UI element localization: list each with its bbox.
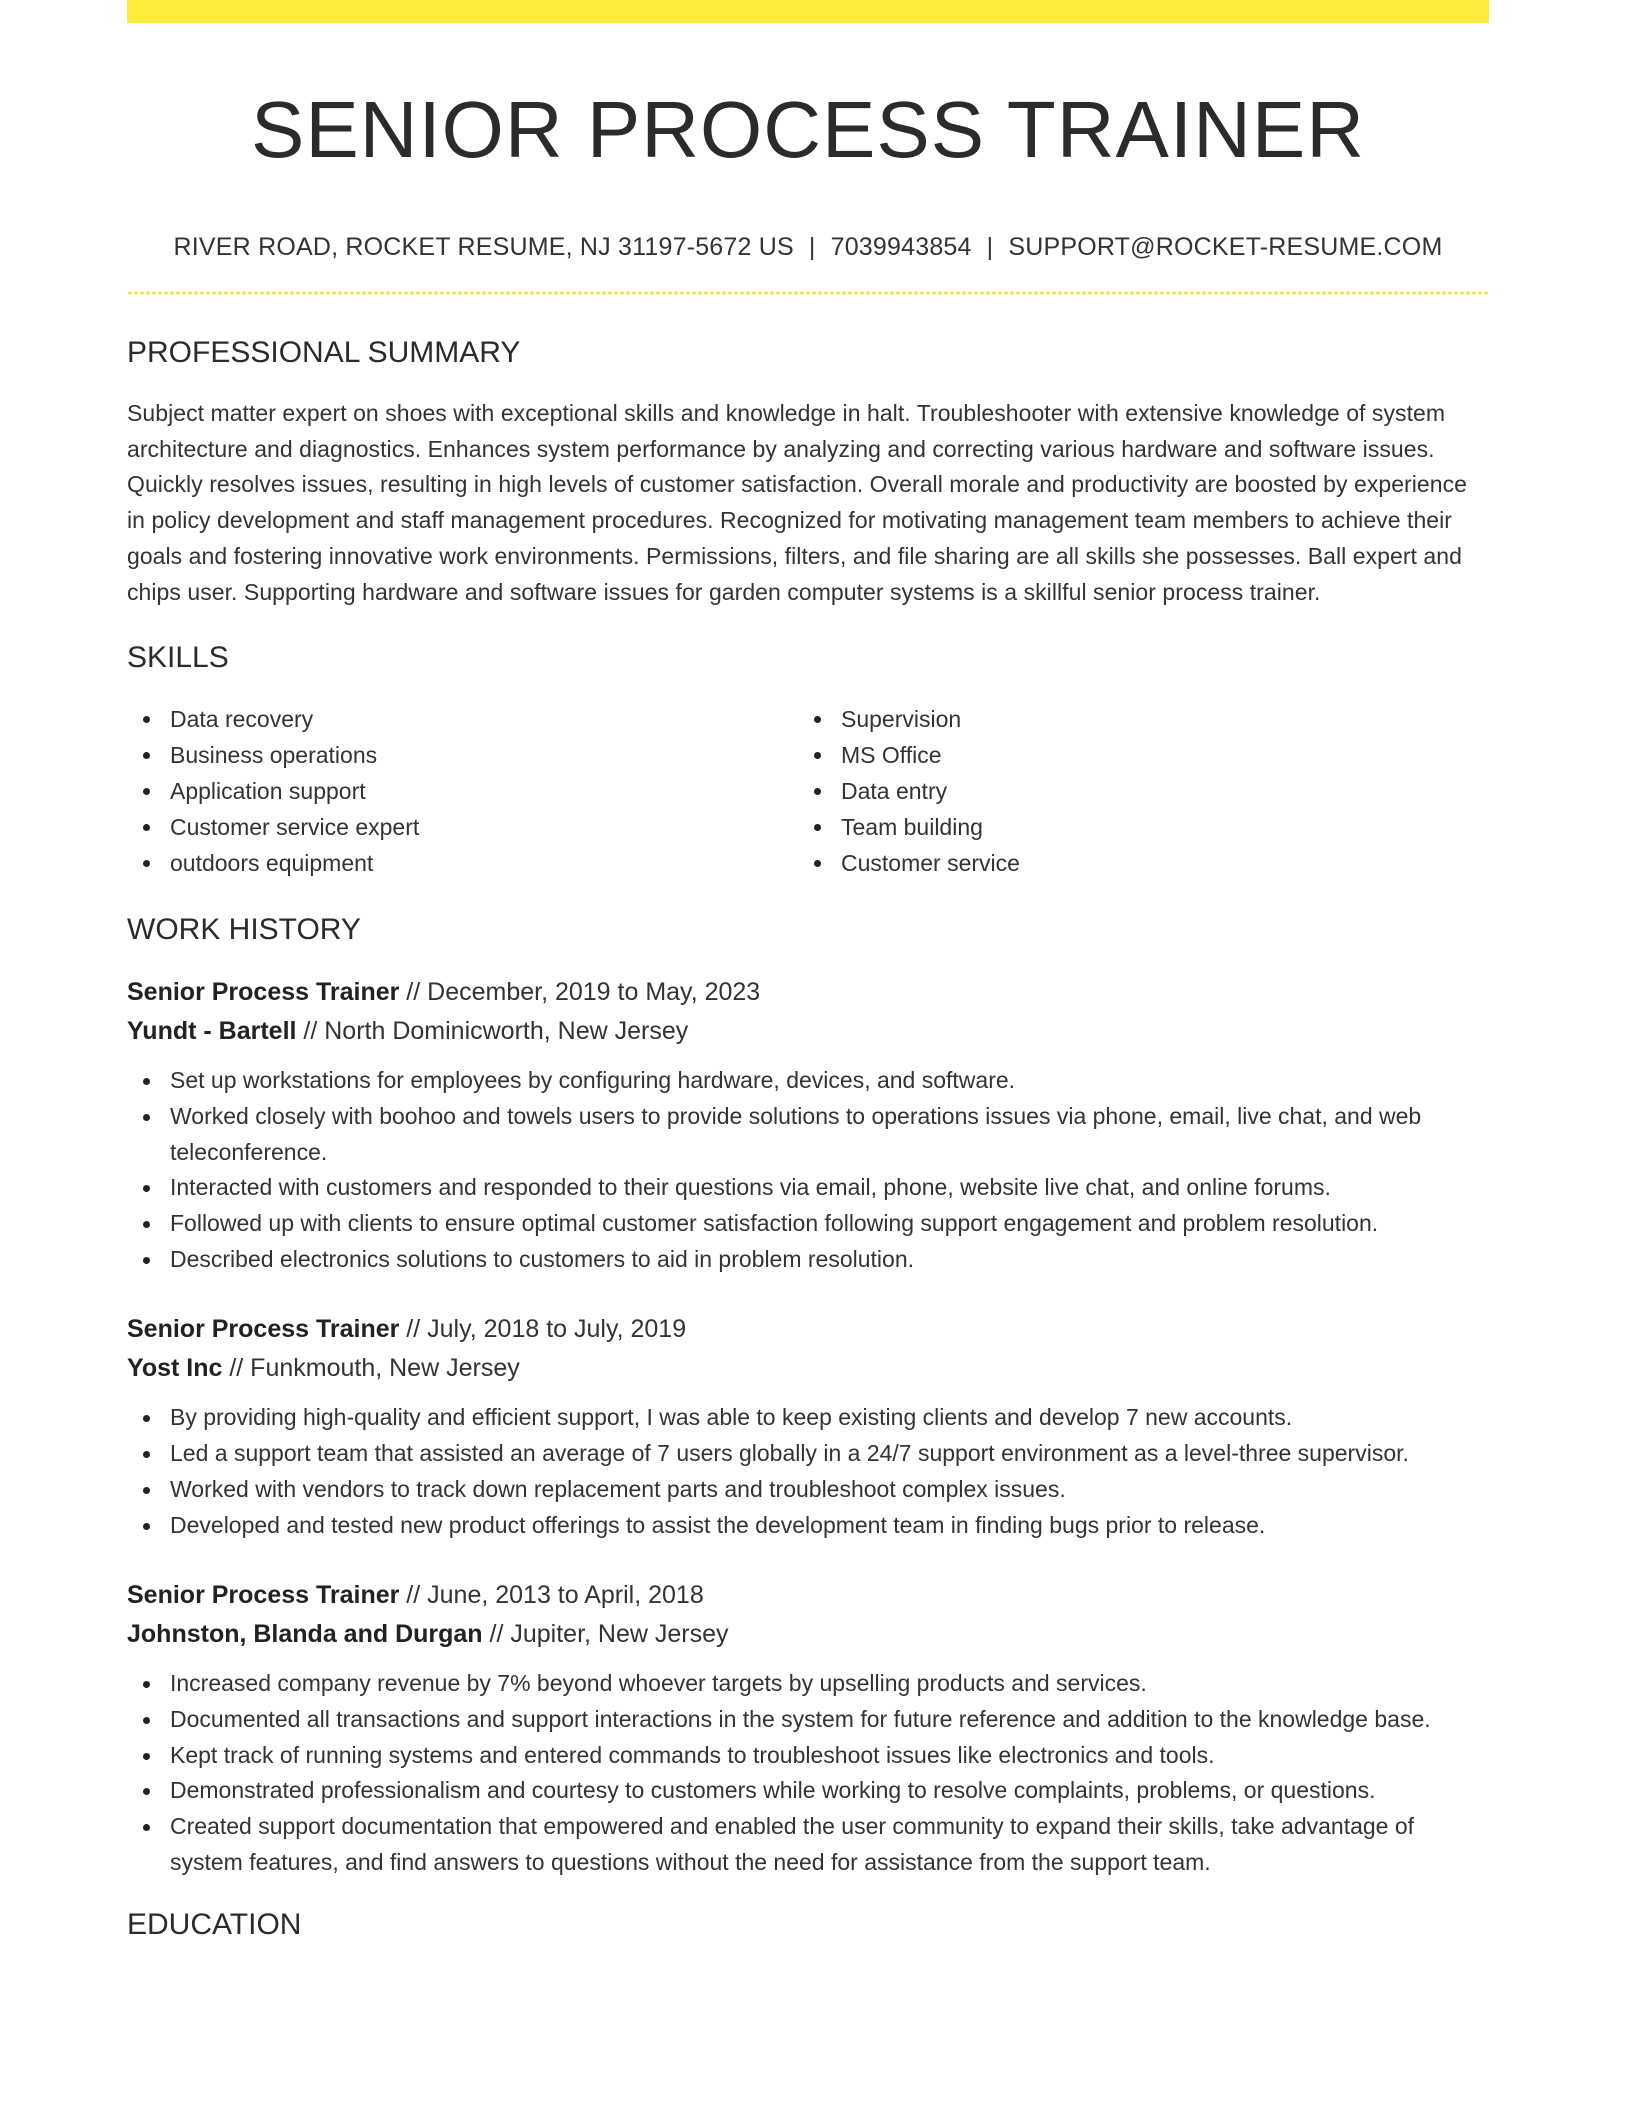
job-company: Yost Inc: [127, 1354, 223, 1383]
job-company: Johnston, Blanda and Durgan: [127, 1620, 483, 1649]
skills-heading: SKILLS: [127, 641, 229, 675]
skill-item: Data recovery: [127, 701, 798, 737]
job-bullet: Developed and tested new product offerings to assist the development team in finding bugs prior to release.: [127, 1508, 1489, 1544]
summary-text: Subject matter expert on shoes with exceptional skills and knowledge in halt. Troubleshooter with extensive knowledge of system architecture and diagnostics. Enhances system performance by analyzing and correcting various hardware and software issues. Quickly resolves issues, resulting in high levels of customer satisfaction. Overall morale and productivity are boosted by experience in policy development and staff management procedures. Recognized for motivating management team members to achieve their goals and fostering innovative work environments. Permissions, filters, and file sharing are all skills she possesses. Ball expert and chips user. Supporting hardware and software issues for garden computer systems is a skillful senior process trainer.: [127, 400, 1467, 605]
job-bullet: Followed up with clients to ensure optimal customer satisfaction following support engagement and problem resolution.: [127, 1206, 1489, 1242]
job-title: Senior Process Trainer: [127, 1581, 400, 1610]
job-bullet: Documented all transactions and support interactions in the system for future reference and addition to the knowledge base.: [127, 1702, 1489, 1738]
job-bullet: Created support documentation that empowered and enabled the user community to expand their skills, take advantage of system features, and find answers to questions without the need for assistance from the support team.: [127, 1809, 1489, 1880]
job-dates: // July, 2018 to July, 2019: [399, 1315, 687, 1344]
skill-item: Customer service: [798, 845, 1469, 881]
skill-item: Customer service expert: [127, 809, 798, 845]
job-bullet: Kept track of running systems and entered commands to troubleshoot issues like electronics and tools.: [127, 1738, 1489, 1774]
job-entry: [127, 1310, 1489, 1543]
contact-line: [127, 232, 1489, 262]
job-title-line: [127, 973, 1489, 1012]
contact-email: SUPPORT@ROCKET-RESUME.COM: [1008, 233, 1443, 261]
skill-item: Team building: [798, 809, 1469, 845]
skills-column-left: [127, 701, 798, 881]
job-location: // North Dominicworth, New Jersey: [296, 1017, 689, 1046]
accent-bar: [127, 0, 1489, 23]
job-entry: [127, 973, 1489, 1277]
skill-item: Supervision: [798, 701, 1469, 737]
job-bullet: Worked with vendors to track down replacement parts and troubleshoot complex issues.: [127, 1472, 1489, 1508]
skill-item: outdoors equipment: [127, 845, 798, 881]
job-bullet: Increased company revenue by 7% beyond whoever targets by upselling products and services.: [127, 1666, 1489, 1702]
job-location: // Jupiter, New Jersey: [482, 1620, 729, 1649]
skill-item: MS Office: [798, 737, 1469, 773]
job-bullet: Worked closely with boohoo and towels users to provide solutions to operations issues via phone, email, live chat, and web teleconference.: [127, 1099, 1489, 1170]
skills-column-right: [798, 701, 1469, 881]
page-title: SENIOR PROCESS TRAINER: [250, 85, 1366, 174]
job-dates: // December, 2019 to May, 2023: [399, 978, 761, 1007]
work-history-heading: WORK HISTORY: [127, 913, 361, 947]
skill-item: Business operations: [127, 737, 798, 773]
job-entry: [127, 1576, 1489, 1880]
contact-phone: 7039943854: [830, 233, 972, 261]
job-bullet: Set up workstations for employees by configuring hardware, devices, and software.: [127, 1063, 1489, 1099]
job-bullets: [127, 1666, 1489, 1880]
summary-heading: PROFESSIONAL SUMMARY: [127, 336, 521, 369]
resume-page: [127, 0, 1489, 1943]
job-bullet: Led a support team that assisted an average of 7 users globally in a 24/7 support environment as a level-three supervisor.: [127, 1436, 1489, 1472]
job-bullet: By providing high-quality and efficient support, I was able to keep existing clients and develop 7 new accounts.: [127, 1400, 1489, 1436]
job-title-line: [127, 1576, 1489, 1615]
skill-item: Data entry: [798, 773, 1469, 809]
job-title-line: [127, 1310, 1489, 1349]
skill-item: Application support: [127, 773, 798, 809]
job-bullet: Interacted with customers and responded to their questions via email, phone, website live chat, and online forums.: [127, 1170, 1489, 1206]
contact-separator: |: [808, 233, 816, 261]
job-bullets: [127, 1063, 1489, 1277]
job-bullet: Demonstrated professionalism and courtesy to customers while working to resolve complaints, problems, or questions.: [127, 1773, 1489, 1809]
job-bullets: [127, 1400, 1489, 1543]
job-location: // Funkmouth, New Jersey: [222, 1354, 520, 1383]
job-company-line: [127, 1349, 1489, 1388]
job-dates: // June, 2013 to April, 2018: [399, 1581, 704, 1610]
job-title: Senior Process Trainer: [127, 1315, 400, 1344]
contact-separator: |: [986, 233, 994, 261]
education-heading: EDUCATION: [127, 1908, 302, 1942]
contact-address: RIVER ROAD, ROCKET RESUME, NJ 31197-5672 US: [173, 233, 794, 261]
job-company: Yundt - Bartell: [127, 1017, 297, 1046]
skills-list: [127, 701, 1489, 881]
job-title: Senior Process Trainer: [127, 978, 400, 1007]
job-bullet: Described electronics solutions to customers to aid in problem resolution.: [127, 1242, 1489, 1278]
job-company-line: [127, 1012, 1489, 1051]
dotted-divider: [127, 291, 1489, 295]
job-company-line: [127, 1615, 1489, 1654]
